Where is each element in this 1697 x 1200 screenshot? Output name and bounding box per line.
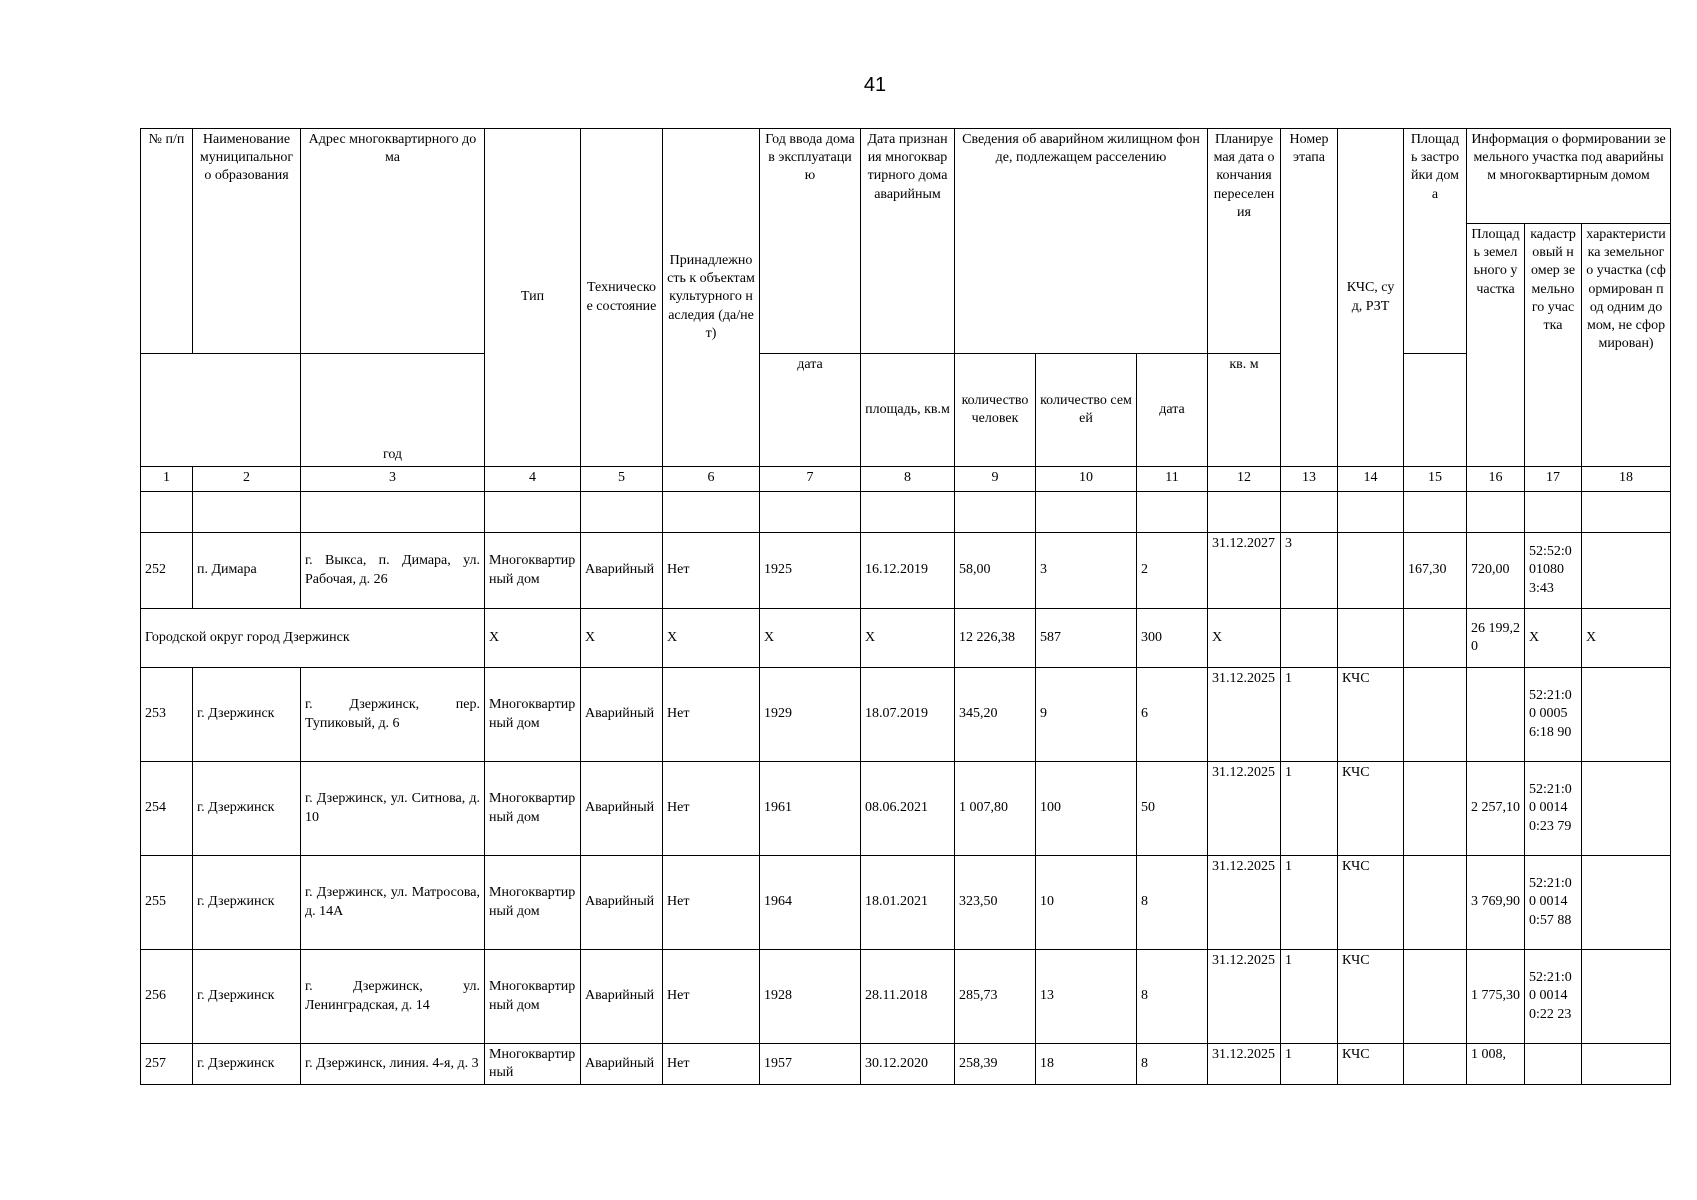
- cell-heritage: Нет: [663, 856, 760, 950]
- cell-cadastral: 52:21:00 0014 0:22 23: [1525, 950, 1582, 1044]
- cell-land-char: [1582, 856, 1671, 950]
- cell-land-char: [1582, 1044, 1671, 1085]
- cell-municipality: г. Дзержинск: [193, 762, 301, 856]
- summary-stage: [1281, 609, 1338, 668]
- cell-tech: Аварийный: [581, 533, 663, 609]
- col-number: 1: [141, 467, 193, 492]
- cell-tech: Аварийный: [581, 668, 663, 762]
- col-number: 9: [955, 467, 1036, 492]
- col-number: 5: [581, 467, 663, 492]
- col-number: 4: [485, 467, 581, 492]
- cell-type: Многоквартирный дом: [485, 856, 581, 950]
- col-number: 12: [1208, 467, 1281, 492]
- cell-kchs: КЧС: [1338, 950, 1404, 1044]
- cell-area: 58,00: [955, 533, 1036, 609]
- table-row: [141, 533, 1671, 609]
- header-address-blank: [141, 354, 301, 467]
- summary-land-area: 26 199,20: [1467, 609, 1525, 668]
- cell-date: 08.06.2021: [861, 762, 955, 856]
- cell-families: 2: [1137, 533, 1208, 609]
- cell-year: 1928: [760, 950, 861, 1044]
- cell-type: Многоквартирный дом: [485, 762, 581, 856]
- header-land-info: Информация о формировании земельного участка под аварийным многоквартирным домом: [1467, 129, 1671, 224]
- summary-area: 12 226,38: [955, 609, 1036, 668]
- cell-area: 285,73: [955, 950, 1036, 1044]
- cell-families: 50: [1137, 762, 1208, 856]
- header-planned-date: Планируемая дата окончания переселения: [1208, 129, 1281, 354]
- cell-people: 3: [1036, 533, 1137, 609]
- cell-municipality: г. Дзержинск: [193, 856, 301, 950]
- cell-land-area: 3 769,90: [1467, 856, 1525, 950]
- cell-built-area: [1404, 668, 1467, 762]
- cell-families: 8: [1137, 950, 1208, 1044]
- cell-area: 323,50: [955, 856, 1036, 950]
- summary-label: Городской округ город Дзержинск: [141, 609, 485, 668]
- col-number: 17: [1525, 467, 1582, 492]
- cell-stage: 1: [1281, 762, 1338, 856]
- summary-date: X: [861, 609, 955, 668]
- summary-built-area: [1404, 609, 1467, 668]
- header-recognition-date: Дата признания многоквартирного дома аварийным: [861, 129, 955, 354]
- col-number: 18: [1582, 467, 1671, 492]
- cell-n: 257: [141, 1044, 193, 1085]
- cell-kchs: [1338, 533, 1404, 609]
- table-row: [141, 950, 1671, 1044]
- summary-year: X: [760, 609, 861, 668]
- cell-address: г. Дзержинск, линия. 4-я, д. 3: [301, 1044, 485, 1085]
- emergency-housing-table: [140, 128, 1671, 1085]
- header-unit-date: дата: [760, 354, 861, 467]
- cell-built-area: [1404, 1044, 1467, 1085]
- cell-planned: 31.12.2025: [1208, 856, 1281, 950]
- cell-municipality: г. Дзержинск: [193, 668, 301, 762]
- header-n: № п/п: [141, 129, 193, 354]
- cell-n: 254: [141, 762, 193, 856]
- header-cadastral: кадастровый номер земельного участка: [1525, 224, 1582, 467]
- cell-year: 1925: [760, 533, 861, 609]
- cell-land-area: 1 775,30: [1467, 950, 1525, 1044]
- header-year-in-use: Год ввода дома в эксплуатацию: [760, 129, 861, 354]
- col-number: 16: [1467, 467, 1525, 492]
- cell-address: г. Дзержинск, ул. Ленинградская, д. 14: [301, 950, 485, 1044]
- cell-people: 100: [1036, 762, 1137, 856]
- spacer-row: [141, 492, 1671, 533]
- header-kchs: КЧС, суд, РЗТ: [1338, 129, 1404, 467]
- table-row: [141, 762, 1671, 856]
- header-land-char: характеристика земельного участка (сформирован под одним домом, не сформирован): [1582, 224, 1671, 467]
- summary-families: 300: [1137, 609, 1208, 668]
- cell-area: 258,39: [955, 1044, 1036, 1085]
- summary-type: X: [485, 609, 581, 668]
- cell-year: 1929: [760, 668, 861, 762]
- cell-tech: Аварийный: [581, 1044, 663, 1085]
- cell-stage: 3: [1281, 533, 1338, 609]
- summary-tech: X: [581, 609, 663, 668]
- cell-area: 1 007,80: [955, 762, 1036, 856]
- cell-families: 8: [1137, 856, 1208, 950]
- summary-cadastral: X: [1525, 609, 1582, 668]
- cell-heritage: Нет: [663, 1044, 760, 1085]
- cell-type: Многоквартирный дом: [485, 950, 581, 1044]
- cell-date: 16.12.2019: [861, 533, 955, 609]
- cell-stage: 1: [1281, 856, 1338, 950]
- cell-date: 18.07.2019: [861, 668, 955, 762]
- cell-planned: 31.12.2027: [1208, 533, 1281, 609]
- cell-date: 18.01.2021: [861, 856, 955, 950]
- cell-built-area: [1404, 762, 1467, 856]
- cell-families: 6: [1137, 668, 1208, 762]
- cell-heritage: Нет: [663, 762, 760, 856]
- cell-stage: 1: [1281, 668, 1338, 762]
- cell-address: г. Дзержинск, ул. Ситнова, д. 10: [301, 762, 485, 856]
- cell-municipality: г. Дзержинск: [193, 1044, 301, 1085]
- cell-stage: 1: [1281, 1044, 1338, 1085]
- cell-planned: 31.12.2025: [1208, 668, 1281, 762]
- cell-heritage: Нет: [663, 533, 760, 609]
- header-heritage: Принадлежность к объектам культурного наследия (да/нет): [663, 129, 760, 467]
- summary-planned: X: [1208, 609, 1281, 668]
- header-stage: Номер этапа: [1281, 129, 1338, 467]
- cell-date: 28.11.2018: [861, 950, 955, 1044]
- header-unit-families: количество семей: [1036, 354, 1137, 467]
- cell-municipality: г. Дзержинск: [193, 950, 301, 1044]
- cell-n: 256: [141, 950, 193, 1044]
- summary-row: [141, 609, 1671, 668]
- cell-kchs: КЧС: [1338, 856, 1404, 950]
- cell-address: г. Дзержинск, ул. Матросова, д. 14А: [301, 856, 485, 950]
- header-unit-kvm: кв. м: [1208, 354, 1281, 467]
- summary-heritage: X: [663, 609, 760, 668]
- cell-land-area: 720,00: [1467, 533, 1525, 609]
- cell-tech: Аварийный: [581, 762, 663, 856]
- cell-land-char: [1582, 762, 1671, 856]
- col-number: 6: [663, 467, 760, 492]
- cell-people: 9: [1036, 668, 1137, 762]
- cell-year: 1957: [760, 1044, 861, 1085]
- cell-built-area: [1404, 856, 1467, 950]
- header-unit-area: площадь, кв.м: [861, 354, 955, 467]
- cell-year: 1961: [760, 762, 861, 856]
- summary-kchs: [1338, 609, 1404, 668]
- cell-built-area: 167,30: [1404, 533, 1467, 609]
- cell-land-area: 2 257,10: [1467, 762, 1525, 856]
- cell-cadastral: 52:21:00 0005 6:18 90: [1525, 668, 1582, 762]
- cell-land-area: [1467, 668, 1525, 762]
- page-number: 41: [863, 74, 887, 96]
- cell-kchs: КЧС: [1338, 668, 1404, 762]
- summary-land-char: X: [1582, 609, 1671, 668]
- cell-municipality: п. Димара: [193, 533, 301, 609]
- col-number: 7: [760, 467, 861, 492]
- cell-address: г. Выкса, п. Димара, ул. Рабочая, д. 26: [301, 533, 485, 609]
- cell-type: Многоквартирный дом: [485, 668, 581, 762]
- cell-n: 253: [141, 668, 193, 762]
- cell-type: Многоквартирный дом: [485, 533, 581, 609]
- cell-kchs: КЧС: [1338, 1044, 1404, 1085]
- header-fund-info: Сведения об аварийном жилищном фонде, подлежащем расселению: [955, 129, 1208, 354]
- cell-date: 30.12.2020: [861, 1044, 955, 1085]
- cell-address: г. Дзержинск, пер. Тупиковый, д. 6: [301, 668, 485, 762]
- cell-tech: Аварийный: [581, 950, 663, 1044]
- cell-people: 13: [1036, 950, 1137, 1044]
- col-number: 8: [861, 467, 955, 492]
- col-number: 15: [1404, 467, 1467, 492]
- table-row: [141, 856, 1671, 950]
- cell-stage: 1: [1281, 950, 1338, 1044]
- cell-people: 18: [1036, 1044, 1137, 1085]
- cell-heritage: Нет: [663, 950, 760, 1044]
- cell-n: 252: [141, 533, 193, 609]
- cell-area: 345,20: [955, 668, 1036, 762]
- cell-kchs: КЧС: [1338, 762, 1404, 856]
- cell-planned: 31.12.2025: [1208, 950, 1281, 1044]
- header-type: Тип: [485, 129, 581, 467]
- col-number: 3: [301, 467, 485, 492]
- header-land-area: Площадь земельного участка: [1467, 224, 1525, 467]
- header-tech-state: Техническое состояние: [581, 129, 663, 467]
- cell-land-char: [1582, 950, 1671, 1044]
- header-address: Адрес многоквартирного дома: [301, 129, 485, 354]
- cell-land-area: 1 008,: [1467, 1044, 1525, 1085]
- col-number: 2: [193, 467, 301, 492]
- cell-cadastral: [1525, 1044, 1582, 1085]
- cell-land-char: [1582, 668, 1671, 762]
- header-municipality: Наименование муниципального образования: [193, 129, 301, 354]
- cell-land-char: [1582, 533, 1671, 609]
- cell-people: 10: [1036, 856, 1137, 950]
- col-number: 14: [1338, 467, 1404, 492]
- col-number: 10: [1036, 467, 1137, 492]
- cell-planned: 31.12.2025: [1208, 1044, 1281, 1085]
- cell-cadastral: 52:21:00 0014 0:23 79: [1525, 762, 1582, 856]
- summary-people: 587: [1036, 609, 1137, 668]
- cell-heritage: Нет: [663, 668, 760, 762]
- header-built-area: Площадь застройки дома: [1404, 129, 1467, 354]
- header-unit-year: год: [301, 354, 485, 467]
- col-number: 11: [1137, 467, 1208, 492]
- cell-year: 1964: [760, 856, 861, 950]
- cell-cadastral: 52:52:001080 3:43: [1525, 533, 1582, 609]
- cell-families: 8: [1137, 1044, 1208, 1085]
- cell-tech: Аварийный: [581, 856, 663, 950]
- cell-n: 255: [141, 856, 193, 950]
- table-row: [141, 1044, 1671, 1085]
- cell-type: Многоквартирный: [485, 1044, 581, 1085]
- cell-planned: 31.12.2025: [1208, 762, 1281, 856]
- cell-cadastral: 52:21:00 0014 0:57 88: [1525, 856, 1582, 950]
- header-unit-people: количество человек: [955, 354, 1036, 467]
- cell-built-area: [1404, 950, 1467, 1044]
- header-unit-date2: дата: [1137, 354, 1208, 467]
- col-number: 13: [1281, 467, 1338, 492]
- table-row: [141, 668, 1671, 762]
